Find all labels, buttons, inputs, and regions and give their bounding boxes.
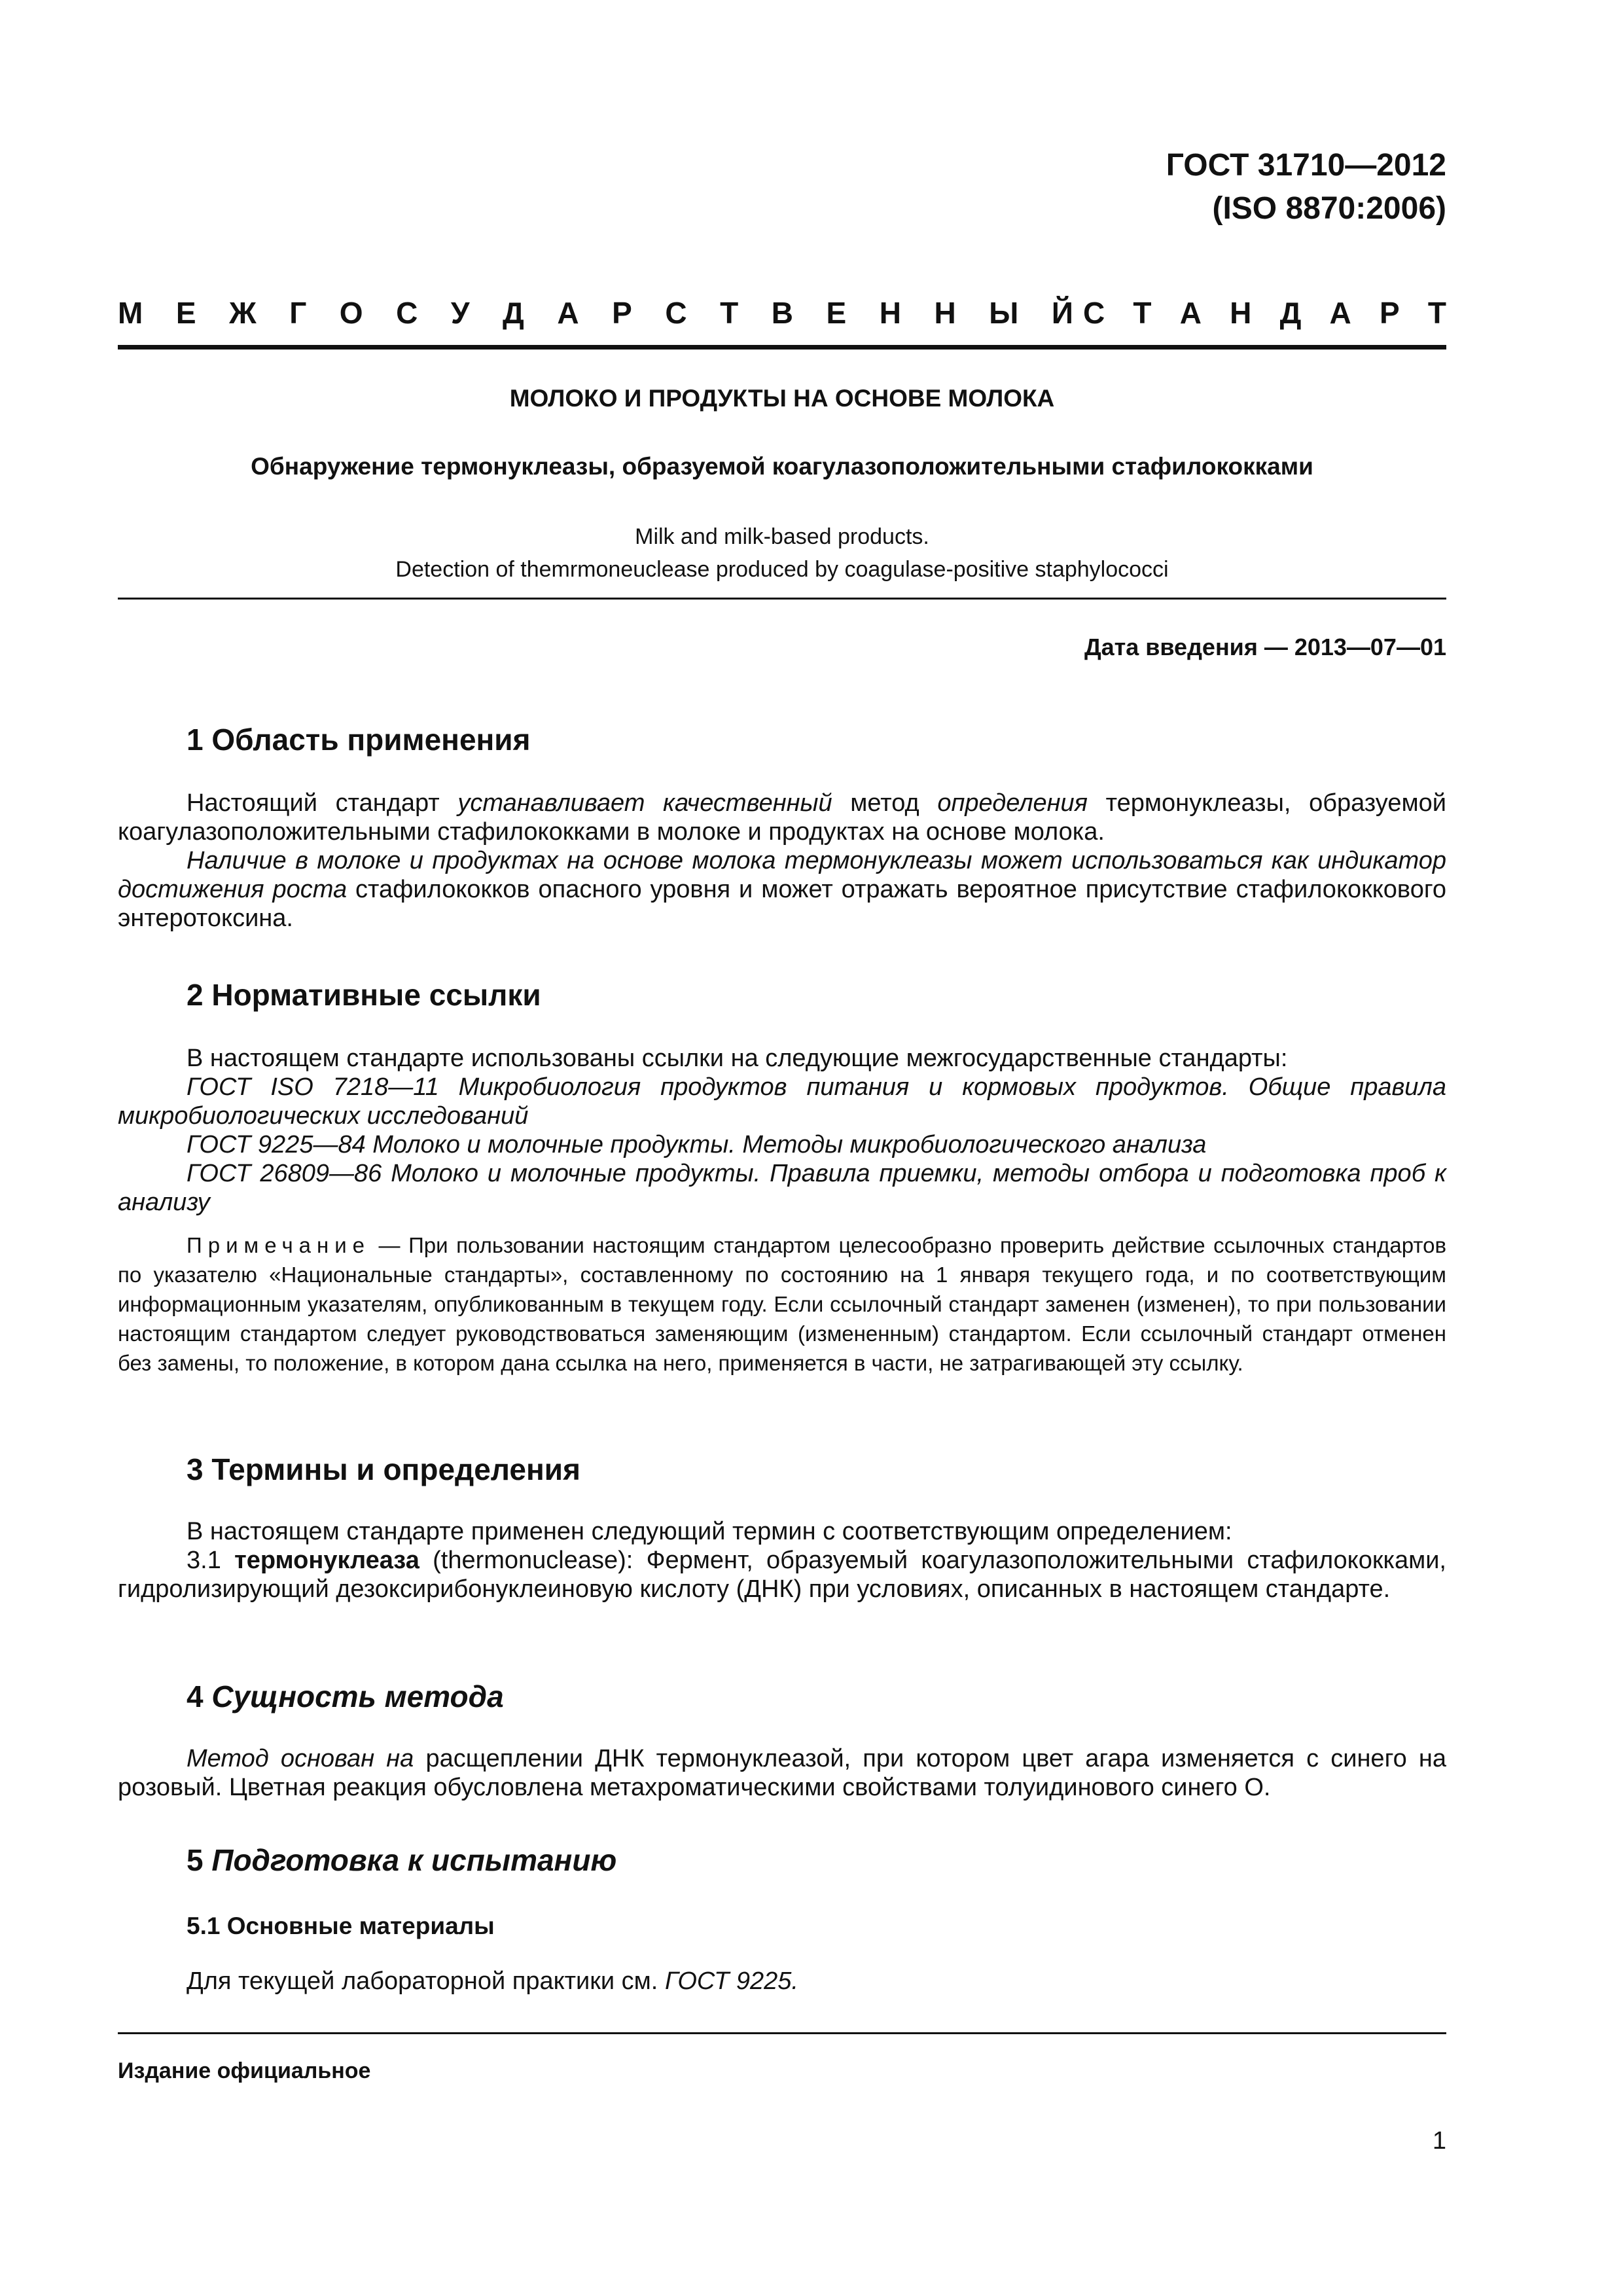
subtitle-ru: Обнаружение термонуклеазы, образуемой коагулазоположительными стафилококками — [251, 453, 1313, 480]
title-en — [118, 520, 1446, 586]
header-rule — [118, 345, 1446, 350]
banner-letter: У — [450, 296, 470, 330]
banner-letter: Е — [826, 296, 847, 330]
banner-letter: Ж — [229, 296, 257, 330]
title-ru: МОЛОКО И ПРОДУКТЫ НА ОСНОВЕ МОЛОКА — [509, 385, 1055, 412]
section-5-1-heading: 5.1 Основные материалы — [187, 1912, 495, 1939]
section-3-heading: 3 Термины и определения — [187, 1452, 580, 1486]
banner-word-interstate — [118, 293, 1073, 332]
banner-letter: Й — [1051, 296, 1073, 330]
reference-gost-26809: ГОСТ 26809—86 Молоко и молочные продукты. Правила приемки, методы отбора и подготовка проб к анализу — [118, 1160, 1446, 1216]
iso-number: (ISO 8870:2006) — [1212, 191, 1446, 226]
section-2-heading: 2 Нормативные ссылки — [187, 978, 541, 1012]
banner-letter: А — [557, 296, 579, 330]
section-5-1-paragraph: Для текущей лабораторной практики см. ГОСТ 9225. — [187, 1967, 798, 1995]
official-edition-label: Издание официальное — [118, 2058, 371, 2083]
banner-letter: Н — [879, 296, 901, 330]
title-en-line2: Detection of themrmoneuclease produced by coagulase-positive staphylococci — [395, 557, 1169, 582]
banner-letter: С — [665, 296, 687, 330]
banner-letter: А — [1179, 296, 1202, 330]
banner-letter: Д — [1279, 296, 1302, 330]
section-5-heading: 5 Подготовка к испытанию — [187, 1843, 617, 1877]
footer-rule — [118, 2032, 1446, 2034]
introduction-date: Дата введения — 2013—07—01 — [1084, 634, 1446, 660]
section-4-paragraph: Метод основан на расщеплении ДНК термонуклеазой, при котором цвет агара изменяется с синего на розовый. Цветная реакция обусловлена метахроматическими свойствами толуидинового синего О. — [118, 1745, 1446, 1801]
banner-letter: Т — [1427, 296, 1446, 330]
note-label: Примечание — [187, 1233, 371, 1257]
banner-letter: Т — [720, 296, 739, 330]
reference-gost-9225: ГОСТ 9225—84 Молоко и молочные продукты. Методы микробиологического анализа — [187, 1131, 1207, 1158]
section-4-heading: 4 Сущность метода — [187, 1679, 504, 1713]
banner-letter: О — [339, 296, 363, 330]
title-en-line1: Milk and milk-based products. — [635, 524, 929, 549]
banner-letter: Р — [612, 296, 632, 330]
term: термонуклеаза — [234, 1547, 419, 1574]
banner-letter: Д — [503, 296, 524, 330]
document-id — [1166, 144, 1446, 230]
page-number: 1 — [1432, 2127, 1446, 2155]
section-3-intro: В настоящем стандарте применен следующий термин с соответствующим определением: — [187, 1518, 1232, 1545]
note-text: — При пользовании настоящим стандартом целесообразно проверить действие ссылочных стандартов по указателю «Национальные стандарты», составленному по состоянию на 1 января текущего года, и по соответствующим информационным указателям, опубликованным в текущем году. Если ссылочный стандарт заменен (изменен), то при пользовании настоящим стандартом следует руководствоваться заменяющим (измененным) стандартом. Если ссылочный стандарт отменен без замены, то положение, в котором дана ссылка на него, применяется в части, не затрагивающей эту ссылку. — [118, 1233, 1446, 1375]
banner-letter: Р — [1379, 296, 1400, 330]
section-2-intro: В настоящем стандарте использованы ссылки на следующие межгосударственные стандарты: — [187, 1045, 1288, 1072]
banner-letter: Ы — [989, 296, 1019, 330]
term-definition: 3.1 термонуклеаза (thermonuclease): Фермент, образуемый коагулазоположительными стафилококками, гидролизирующий дезоксирибонуклеиновую кислоту (ДНК) при условиях, описанных в настоящем стандарте. — [118, 1547, 1446, 1603]
gost-number: ГОСТ 31710—2012 — [1166, 148, 1446, 183]
banner-letter: Г — [289, 296, 307, 330]
banner-letter: Т — [1133, 296, 1152, 330]
banner-letter: Н — [1230, 296, 1252, 330]
banner-letter: М — [118, 296, 143, 330]
section-1-paragraph-2: Наличие в молоке и продуктах на основе молока термонуклеазы может использоваться как индикатор достижения роста стафилококков опасного уровня и может отражать вероятное присутствие стафилококкового энтеротоксина. — [118, 847, 1446, 932]
banner-letter: С — [396, 296, 418, 330]
banner-letter: В — [771, 296, 793, 330]
section-1-paragraph-1: Настоящий стандарт устанавливает качественный метод определения термонуклеазы, образуемой коагулазоположительными стафилококками в молоке и продуктах на основе молока. — [118, 789, 1446, 846]
banner-letter: Е — [175, 296, 196, 330]
banner-letter: Н — [934, 296, 956, 330]
standard-banner — [118, 293, 1446, 332]
reference-gost-iso-7218: ГОСТ ISO 7218—11 Микробиология продуктов питания и кормовых продуктов. Общие правила микробиологических исследований — [118, 1073, 1446, 1130]
section-1-heading: 1 Область применения — [187, 723, 531, 757]
title-rule — [118, 598, 1446, 600]
banner-letter: А — [1329, 296, 1351, 330]
section-2-note — [118, 1230, 1446, 1378]
banner-word-standard — [1083, 293, 1446, 332]
banner-letter: С — [1083, 296, 1105, 330]
